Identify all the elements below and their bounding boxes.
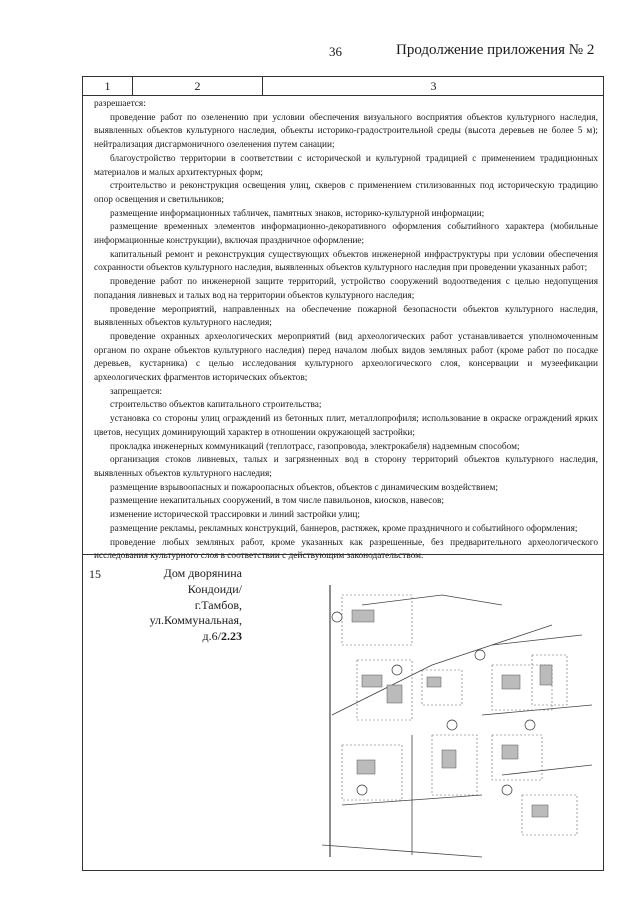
street-lines: [322, 585, 592, 857]
map-marker: [332, 612, 342, 622]
paragraph: проведение любых земляных работ, кроме указанных как разрешенные, без предварительного археологического исследования культурного слоя в соответствии с действующим законодательством.: [94, 537, 598, 562]
row-divider: [82, 554, 604, 555]
paragraph: строительство и реконструкция освещения улиц, скверов с применением стилизованных под историческую традицию опор освещения и светильников;: [94, 181, 598, 205]
object-address: [112, 629, 242, 645]
paragraph: размещение некапитальных сооружений, в том числе павильонов, киосков, навесов;: [110, 496, 445, 507]
paragraph: размещение рекламы, рекламных конструкций, баннеров, растяжек, кроме праздничного и событийного оформления;: [110, 523, 578, 534]
appendix-title: Продолжение приложения № 2: [396, 42, 595, 58]
paragraph: разрешается:: [94, 99, 146, 109]
paragraph: благоустройство территории в соответствии с исторической и культурной традицией с применением традиционных материалов и малых архитектурных форм;: [94, 153, 598, 178]
map-marker: [357, 785, 367, 795]
paragraph: проведение мероприятий, направленных на обеспечение пожарной безопасности объектов культурного наследия, выявленных объектов культурного наследия;: [94, 304, 598, 329]
paragraph: прокладка инженерных коммуникаций (теплотрасс, газопровода, электрокабеля) надземным способом;: [110, 441, 520, 452]
paragraph: установка со стороны улиц ограждений из бетонных плит, металлопрофиля; использование в окраске ограждений ярких цветов, несущих доминирующий характер в отношении окружающей застройки;: [94, 414, 598, 438]
object-name-line: Кондоиди/: [187, 581, 242, 596]
map-marker: [502, 785, 512, 795]
paragraph: размещение временных элементов информационно-декоративного оформления событийного характера (мобильные информационные конструкции), включая праздничное оформление;: [94, 222, 598, 247]
column-header-1: 1: [83, 77, 133, 96]
paragraph: размещение взрывоопасных и пожароопасных объектов, объектов с динамическим воздействием;: [110, 482, 498, 493]
page-number: 36: [329, 44, 342, 59]
paragraph: проведение работ по инженерной защите территорий, устройство сооружений водоотведения с целью недопущения попадания ливневых и талых вод на территории объектов культурного наследия;: [94, 277, 598, 301]
map-marker: [392, 665, 402, 675]
site-plan-map: [302, 565, 598, 863]
object-name-line: г.Тамбов,: [194, 597, 242, 612]
paragraph: запрещается:: [110, 386, 162, 397]
map-marker: [447, 720, 457, 730]
regulations-text: [94, 98, 598, 564]
paragraph: размещение информационных табличек, памятных знаков, историко-культурной информации;: [110, 208, 485, 219]
column-header-3: 3: [263, 77, 604, 96]
map-marker: [525, 720, 535, 730]
protection-zones: [342, 595, 577, 835]
buildings: [352, 610, 552, 817]
paragraph: строительство объектов капитального строительства;: [110, 400, 322, 411]
map-marker: [475, 650, 485, 660]
paragraph: организация стоков ливневых, талых и загрязненных вод в сторону территорий объектов культурного наследия, выявленных объектов культурного наследия;: [94, 455, 598, 479]
object-name-line: Дом дворянина: [163, 566, 242, 580]
object-name-line: ул.Коммунальная,: [149, 613, 242, 628]
paragraph: капитальный ремонт и реконструкция существующих объектов инженерной инфраструктуры при условии обеспечения сохранности объектов культурного наследия, выявленных объектов культурного наследия при проведении указанных работ;: [94, 249, 598, 274]
address-number: 2.23: [221, 629, 242, 644]
column-header-2: 2: [133, 77, 263, 96]
paragraph: проведение работ по озеленению при условии обеспечения визуального восприятия объектов культурного наследия, выявленных объектов культурного наследия, объекты историко-градостроительной среды (высота деревьев не более 5 м); нейтрализация дисгармоничного озеленения путем санации;: [94, 112, 598, 151]
address-prefix: д.6/: [202, 629, 221, 644]
paragraph: проведение охранных археологических мероприятий (вид археологических работ устанавливается уполномоченным органом по охране объектов культурного наследия) перед началом любых видов земляных работ (кроме работ по посадке деревьев, кустарника) с целью исследования культурного археологического слоя, консервации и музеефикации археологических фрагментов исторических объектов;: [94, 331, 598, 384]
row-number: 15: [89, 567, 101, 581]
paragraph: изменение исторической трассировки и линий застройки улиц;: [110, 510, 360, 521]
object-name: [112, 566, 242, 645]
